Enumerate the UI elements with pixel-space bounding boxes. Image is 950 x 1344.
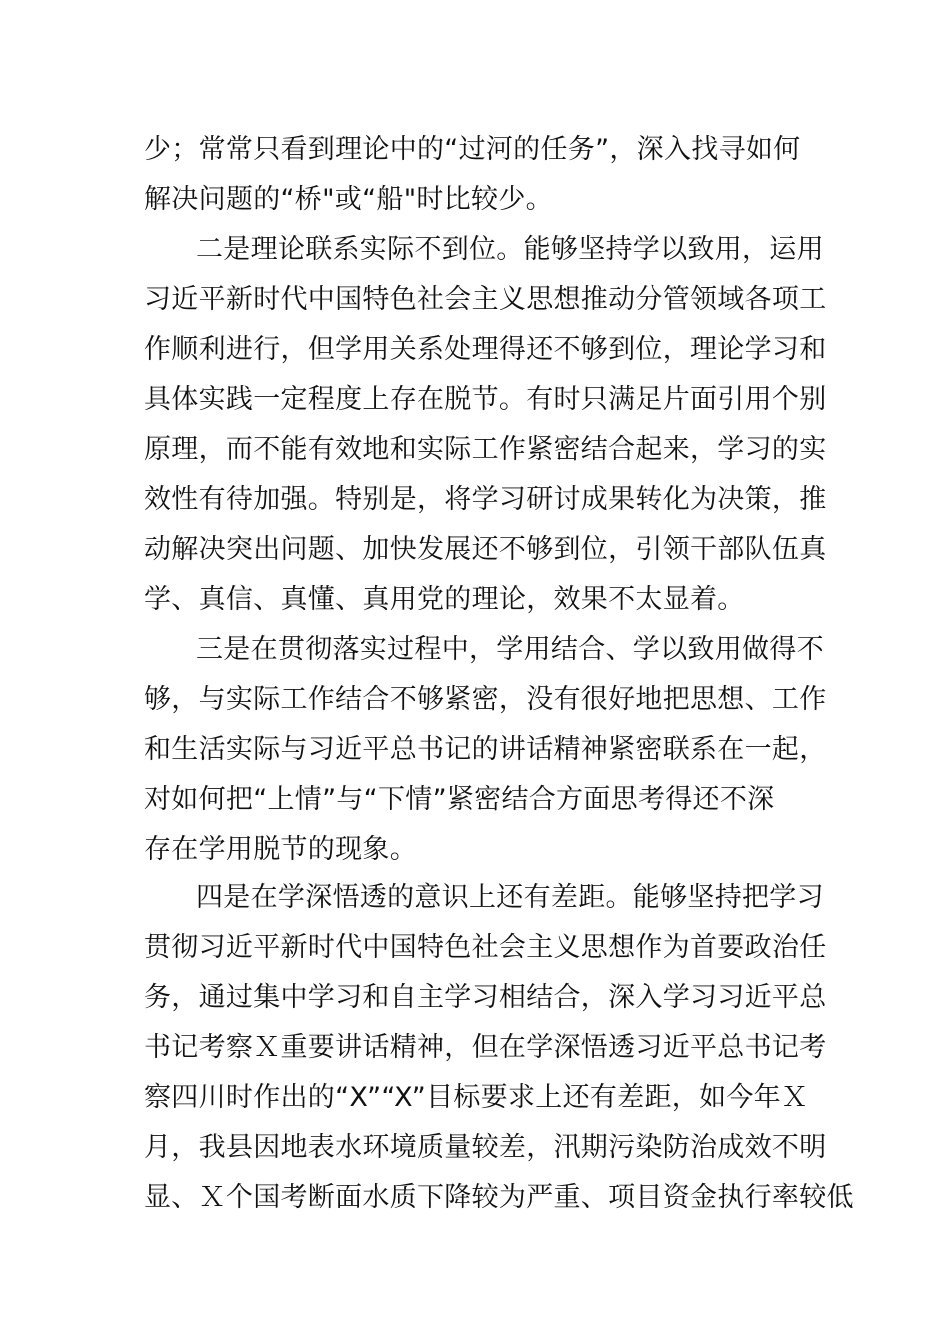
text-line-6: 具体实践一定程度上存在脱节。有时只满足片面引用个别 [144,384,827,415]
text-line-17: 贯彻习近平新时代中国特色社会主义思想作为首要政治任 [144,932,827,963]
text-line-14: 对如何把“上情”与“下情”紧密结合方面思考得还不深 [144,784,775,815]
text-line-20: 察四川时作出的“X”“X”目标要求上还有差距，如今年Ｘ [144,1082,809,1113]
text-line-22: 显、Ｘ个国考断面水质下降较为严重、项目资金执行率较低 [144,1182,854,1213]
text-line-12: 够，与实际工作结合不够紧密，没有很好地把思想、工作 [144,684,827,715]
text-line-1: 少；常常只看到理论中的“过河的任务”，深入找寻如何 [144,134,801,165]
text-line-13: 和生活实际与习近平总书记的讲话精神紧密联系在一起， [144,734,827,765]
text-line-7: 原理，而不能有效地和实际工作紧密结合起来，学习的实 [144,434,827,465]
text-line-2: 解决问题的“桥"或“船"时比较少。 [144,184,553,215]
text-line-18: 务，通过集中学习和自主学习相结合，深入学习习近平总 [144,982,827,1013]
text-line-4: 习近平新时代中国特色社会主义思想推动分管领域各项工 [144,284,827,315]
text-line-9: 动解决突出问题、加快发展还不够到位，引领干部队伍真 [144,534,827,565]
text-line-5: 作顺利进行，但学用关系处理得还不够到位，理论学习和 [144,334,827,365]
paragraph-4-start: 四是在学深悟透的意识上还有差距。能够坚持把学习 [196,882,824,913]
paragraph-3-start: 三是在贯彻落实过程中，学用结合、学以致用做得不 [196,634,824,665]
paragraph-2-start: 二是理论联系实际不到位。能够坚持学以致用，运用 [196,234,824,265]
text-line-21: 月，我县因地表水环境质量较差，汛期污染防治成效不明 [144,1132,827,1163]
text-line-10: 学、真信、真懂、真用党的理论，效果不太显着。 [144,584,745,615]
text-line-8: 效性有待加强。特别是，将学习研讨成果转化为决策，推 [144,484,827,515]
text-line-15: 存在学用脱节的现象。 [144,834,417,865]
text-line-19: 书记考察Ｘ重要讲话精神，但在学深悟透习近平总书记考 [144,1032,827,1063]
